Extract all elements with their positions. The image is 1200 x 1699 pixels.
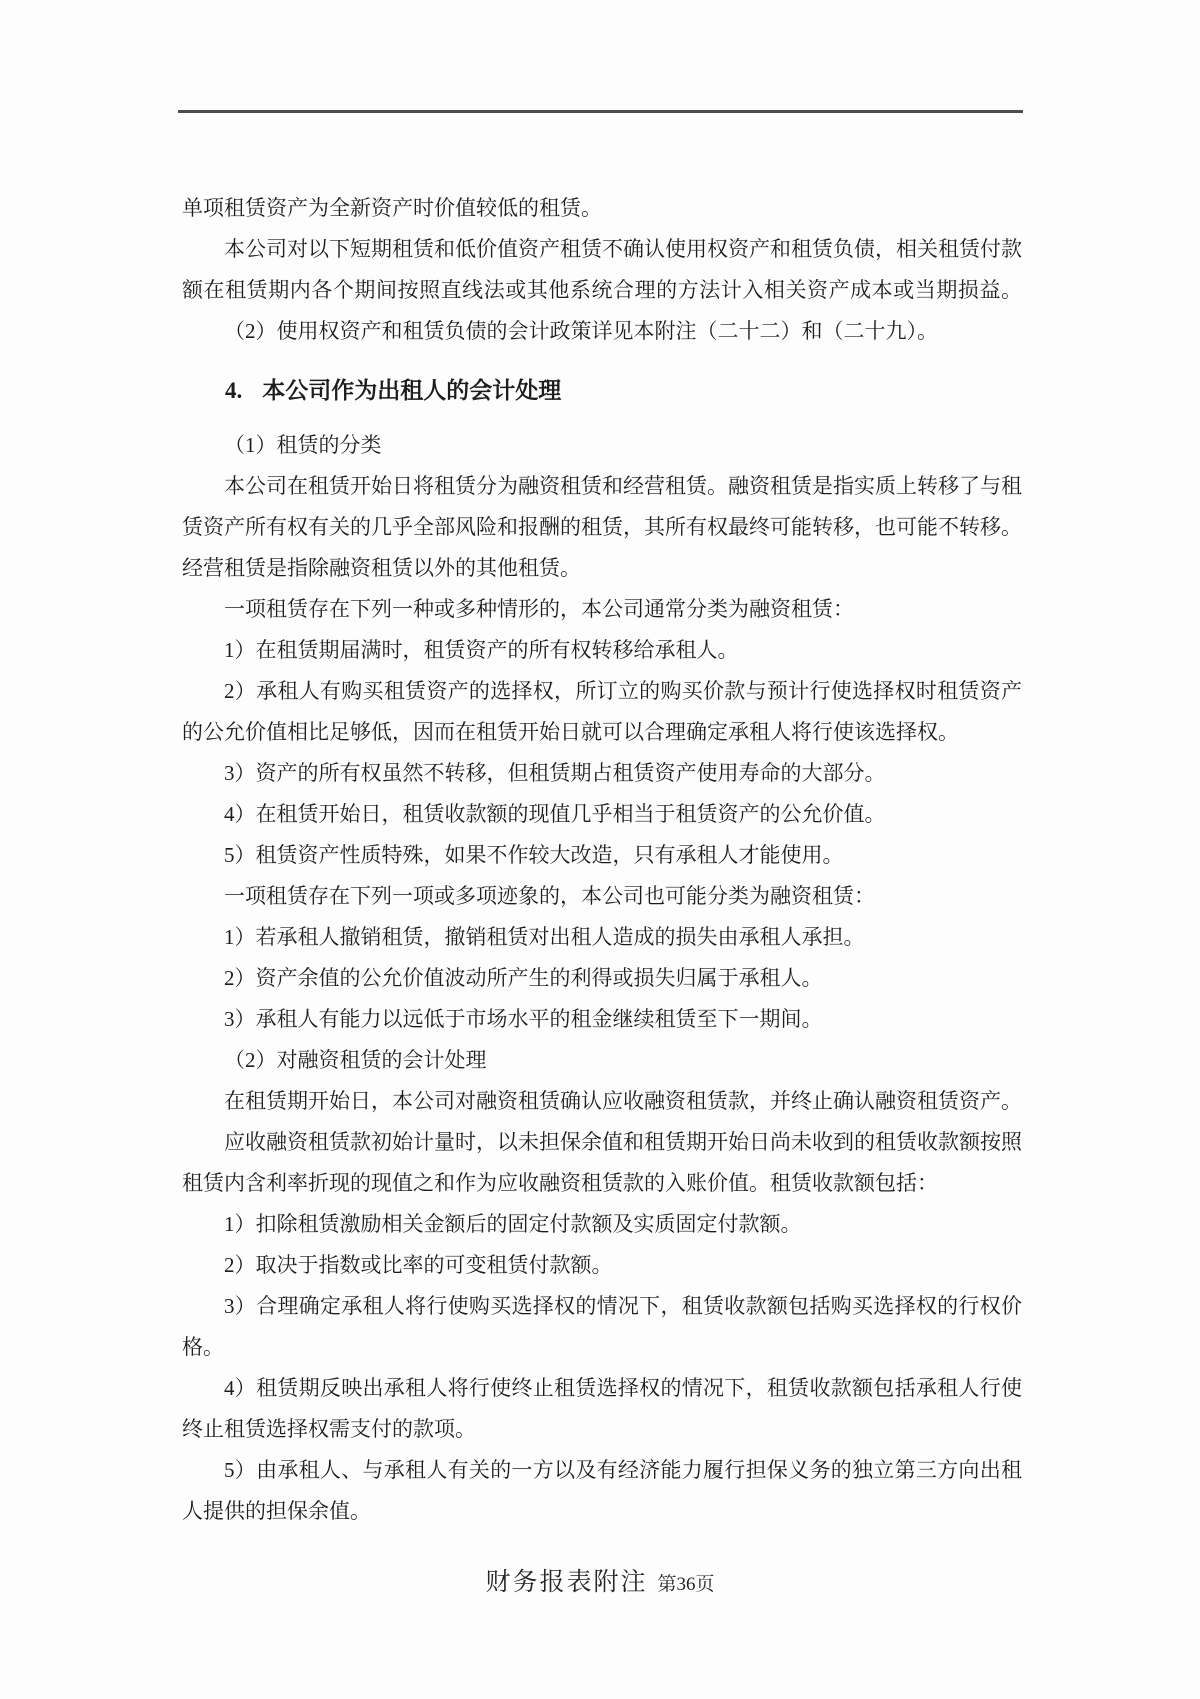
header-rule bbox=[178, 110, 1023, 113]
text-line: 人提供的担保余值。 bbox=[182, 1499, 371, 1523]
text-line: 额在租赁期内各个期间按照直线法或其他系统合理的方法计入相关资产成本或当期损益。 bbox=[182, 278, 1022, 302]
text-line: 本公司在租赁开始日将租赁分为融资租赁和经营租赁。融资租赁是指实质上转移了与租 bbox=[224, 474, 1022, 498]
text-line: 1）若承租人撤销租赁，撤销租赁对出租人造成的损失由承租人承担。 bbox=[224, 925, 865, 949]
text-line: 1）在租赁期届满时，租赁资产的所有权转移给承租人。 bbox=[224, 638, 739, 662]
text-line: 一项租赁存在下列一种或多种情形的，本公司通常分类为融资租赁： bbox=[224, 597, 854, 621]
text-line: （2）使用权资产和租赁负债的会计政策详见本附注（二十二）和（二十九）。 bbox=[224, 319, 938, 343]
text-line: （1）租赁的分类 bbox=[224, 433, 382, 457]
text-line: 2）承租人有购买租赁资产的选择权，所订立的购买价款与预计行使选择权时租赁资产 bbox=[224, 679, 1022, 703]
document-body bbox=[182, 188, 1022, 1532]
text-line: 格。 bbox=[182, 1335, 224, 1359]
text-line: 3）承租人有能力以远低于市场水平的租金继续租赁至下一期间。 bbox=[224, 1007, 823, 1031]
footer-title: 财务报表附注 bbox=[485, 1569, 648, 1596]
page-footer bbox=[0, 1562, 1200, 1598]
text-line: 的公允价值相比足够低，因而在租赁开始日就可以合理确定承租人将行使该选择权。 bbox=[182, 720, 959, 744]
text-line: 2）资产余值的公允价值波动所产生的利得或损失归属于承租人。 bbox=[224, 966, 823, 990]
text-line: 5）租赁资产性质特殊，如果不作较大改造，只有承租人才能使用。 bbox=[224, 843, 844, 867]
text-line: 在租赁期开始日，本公司对融资租赁确认应收融资租赁款，并终止确认融资租赁资产。 bbox=[224, 1089, 1022, 1113]
text-line: 4）在租赁开始日，租赁收款额的现值几乎相当于租赁资产的公允价值。 bbox=[224, 802, 886, 826]
text-line: （2）对融资租赁的会计处理 bbox=[224, 1048, 487, 1072]
text-line: 5）由承租人、与承租人有关的一方以及有经济能力履行担保义务的独立第三方向出租 bbox=[224, 1458, 1022, 1482]
text-line: 租赁内含利率折现的现值之和作为应收融资租赁款的入账价值。租赁收款额包括： bbox=[182, 1171, 938, 1195]
text-line: 终止租赁选择权需支付的款项。 bbox=[182, 1417, 476, 1441]
text-line: 4）租赁期反映出承租人将行使终止租赁选择权的情况下，租赁收款额包括承租人行使 bbox=[224, 1376, 1022, 1400]
section-heading bbox=[182, 370, 1022, 411]
text-line: 赁资产所有权有关的几乎全部风险和报酬的租赁，其所有权最终可能转移，也可能不转移。 bbox=[182, 515, 1022, 539]
footer-page-number: 第36页 bbox=[657, 1574, 715, 1595]
text-line: 1）扣除租赁激励相关金额后的固定付款额及实质固定付款额。 bbox=[224, 1212, 802, 1236]
text-line: 2）取决于指数或比率的可变租赁付款额。 bbox=[224, 1253, 613, 1277]
section-number: 4. bbox=[225, 378, 243, 403]
text-line: 3）资产的所有权虽然不转移，但租赁期占租赁资产使用寿命的大部分。 bbox=[224, 761, 886, 785]
text-line: 单项租赁资产为全新资产时价值较低的租赁。 bbox=[182, 196, 602, 220]
text-line: 本公司对以下短期租赁和低价值资产租赁不确认使用权资产和租赁负债，相关租赁付款 bbox=[224, 237, 1022, 261]
text-line: 一项租赁存在下列一项或多项迹象的，本公司也可能分类为融资租赁： bbox=[224, 884, 875, 908]
text-line: 3）合理确定承租人将行使购买选择权的情况下，租赁收款额包括购买选择权的行权价 bbox=[224, 1294, 1022, 1318]
text-line: 经营租赁是指除融资租赁以外的其他租赁。 bbox=[182, 556, 581, 580]
text-line: 应收融资租赁款初始计量时，以未担保余值和租赁期开始日尚未收到的租赁收款额按照 bbox=[224, 1130, 1022, 1154]
section-title: 本公司作为出租人的会计处理 bbox=[262, 378, 562, 403]
